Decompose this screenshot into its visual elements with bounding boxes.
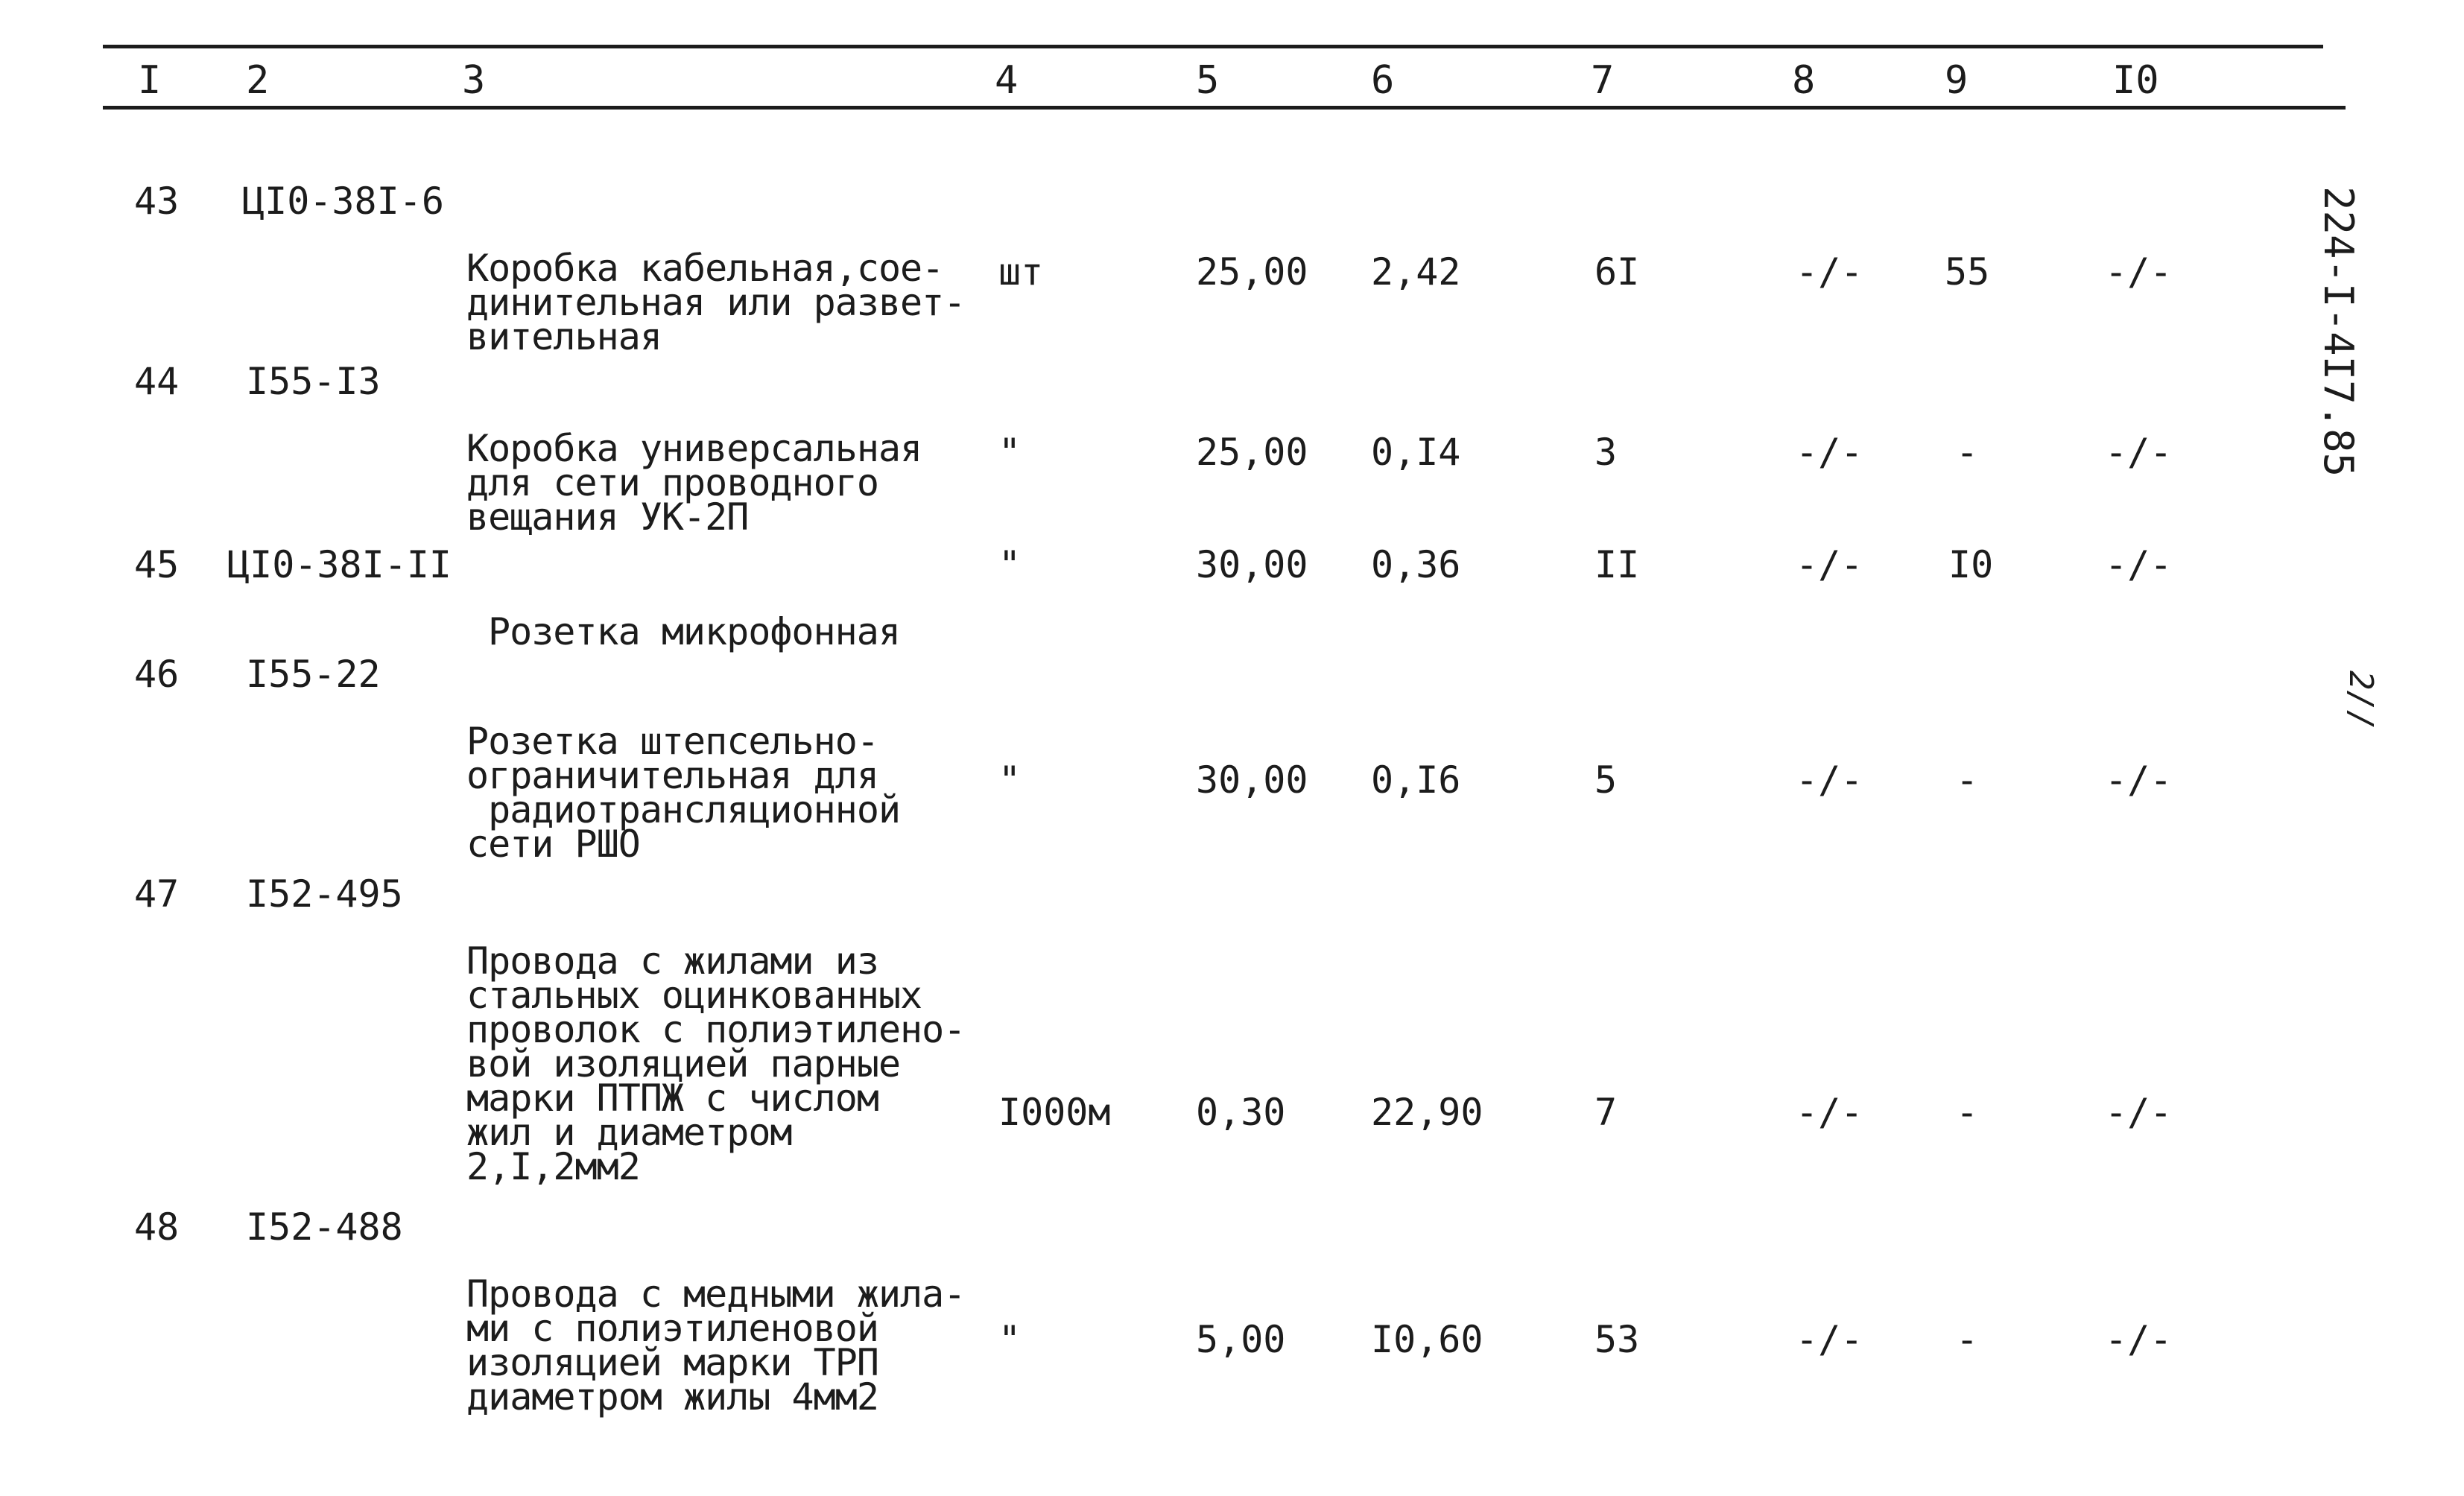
row-col7: II — [1594, 543, 1640, 586]
row-description: Провода с медными жила- ми с полиэтиленовой изоляцией марки ТРП диаметром жилы 4мм2 — [466, 1272, 966, 1419]
row-col5: 5,00 — [1196, 1318, 1286, 1361]
row-col8: -/- — [1796, 250, 1863, 294]
header-col-4: 4 — [995, 58, 1019, 103]
row-col10: -/- — [2105, 543, 2173, 586]
row-description: Розетка микрофонная — [488, 610, 900, 653]
header-top-rule — [103, 45, 2323, 48]
row-col8: -/- — [1796, 431, 1863, 474]
row-col7: 53 — [1594, 1318, 1640, 1361]
header-col-6: 6 — [1371, 58, 1395, 103]
header-col-7: 7 — [1591, 58, 1615, 103]
row-col7: 5 — [1594, 758, 1618, 802]
row-col10: -/- — [2105, 1318, 2173, 1361]
row-description: Провода с жилами из стальных оцинкованных проволок с полиэтилено- вой изоляцией парные марки ПТПЖ с числом жил и диаметром 2,I,2мм2 — [466, 939, 966, 1188]
row-col8: -/- — [1796, 1318, 1863, 1361]
row-col9: - — [1956, 1318, 1979, 1361]
row-unit: " — [998, 1318, 1022, 1361]
row-number: 45 — [134, 543, 180, 586]
row-col6: 0,I4 — [1371, 431, 1461, 474]
row-col10: -/- — [2105, 758, 2173, 802]
row-code: I52-488 — [246, 1205, 403, 1249]
row-col5: 25,00 — [1196, 431, 1308, 474]
row-unit: шт — [998, 250, 1044, 294]
row-code: I55-22 — [246, 653, 381, 696]
header-col-10: I0 — [2112, 58, 2159, 103]
row-number: 48 — [134, 1205, 180, 1249]
row-description: Розетка штепсельно- ограничительная для радиотрансляционной сети РШО — [466, 720, 901, 866]
row-number: 44 — [134, 360, 180, 403]
row-description: Коробка универсальная для сети проводного вещания УК-2П — [466, 427, 922, 539]
row-col5: 25,00 — [1196, 250, 1308, 294]
row-col8: -/- — [1796, 543, 1863, 586]
header-bottom-rule — [103, 106, 2346, 110]
row-unit: " — [998, 543, 1022, 586]
row-col9: 55 — [1945, 250, 1990, 294]
row-number: 47 — [134, 872, 180, 916]
row-col6: 2,42 — [1371, 250, 1461, 294]
row-code: I52-495 — [246, 872, 403, 916]
row-col5: 30,00 — [1196, 758, 1308, 802]
row-unit: " — [998, 431, 1022, 474]
row-col10: -/- — [2105, 250, 2173, 294]
row-col5: 0,30 — [1196, 1091, 1286, 1134]
row-col9: - — [1956, 758, 1979, 802]
document-code: 224-I-4I7.85 — [2315, 186, 2362, 478]
row-col10: -/- — [2105, 1091, 2173, 1134]
row-col9: I0 — [1948, 543, 1994, 586]
row-code: ЦI0-38I-6 — [242, 180, 444, 223]
header-col-9: 9 — [1945, 58, 1969, 103]
row-number: 43 — [134, 180, 180, 223]
row-col6: 0,I6 — [1371, 758, 1461, 802]
row-number: 46 — [134, 653, 180, 696]
header-col-1: I — [138, 58, 162, 103]
row-code: ЦI0-38I-II — [227, 543, 452, 586]
row-code: I55-I3 — [246, 360, 381, 403]
row-col7: 3 — [1594, 431, 1618, 474]
row-col6: 0,36 — [1371, 543, 1461, 586]
row-col5: 30,00 — [1196, 543, 1308, 586]
row-col7: 6I — [1594, 250, 1640, 294]
row-description: Коробка кабельная,сое- динительная или развет- вительная — [466, 247, 966, 358]
header-col-3: 3 — [462, 58, 486, 103]
row-col8: -/- — [1796, 758, 1863, 802]
row-col9: - — [1956, 431, 1979, 474]
page-mark: 2// — [2342, 671, 2380, 730]
row-col9: - — [1956, 1091, 1979, 1134]
header-col-5: 5 — [1196, 58, 1220, 103]
row-col7: 7 — [1594, 1091, 1618, 1134]
row-col10: -/- — [2105, 431, 2173, 474]
header-col-8: 8 — [1792, 58, 1816, 103]
row-col6: 22,90 — [1371, 1091, 1483, 1134]
header-col-2: 2 — [246, 58, 270, 103]
row-unit: " — [998, 758, 1022, 802]
row-col6: I0,60 — [1371, 1318, 1483, 1361]
row-unit: I000м — [998, 1091, 1111, 1134]
row-col8: -/- — [1796, 1091, 1863, 1134]
